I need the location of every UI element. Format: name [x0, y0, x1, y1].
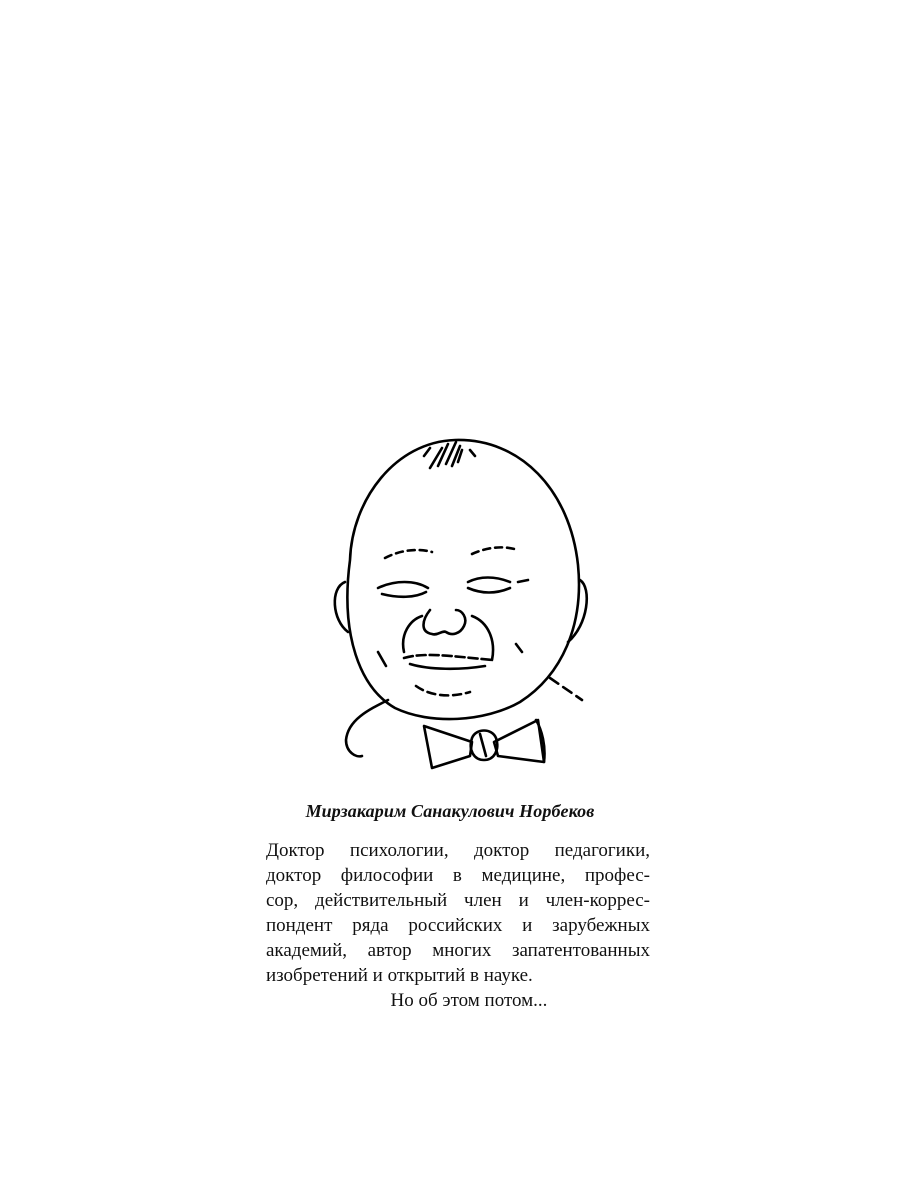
bio-line: Доктор психологии, доктор педагогики,	[266, 840, 650, 861]
author-bio	[266, 838, 650, 1013]
author-caricature-drawing	[300, 420, 600, 780]
bio-line: сор, действительный член и член-коррес-	[266, 890, 650, 911]
bio-line: академий, автор многих запатентованных	[266, 940, 650, 961]
caricature-illustration	[300, 420, 600, 780]
bio-line: изобретений и открытий в науке.	[266, 965, 533, 986]
bio-line: пондент ряда российских и зарубежных	[266, 915, 650, 936]
bio-closing-line: Но об этом потом...	[390, 990, 548, 1011]
bio-line: доктор философии в медицине, профес-	[266, 865, 650, 886]
author-name: Мирзакарим Санакулович Норбеков	[305, 801, 595, 821]
